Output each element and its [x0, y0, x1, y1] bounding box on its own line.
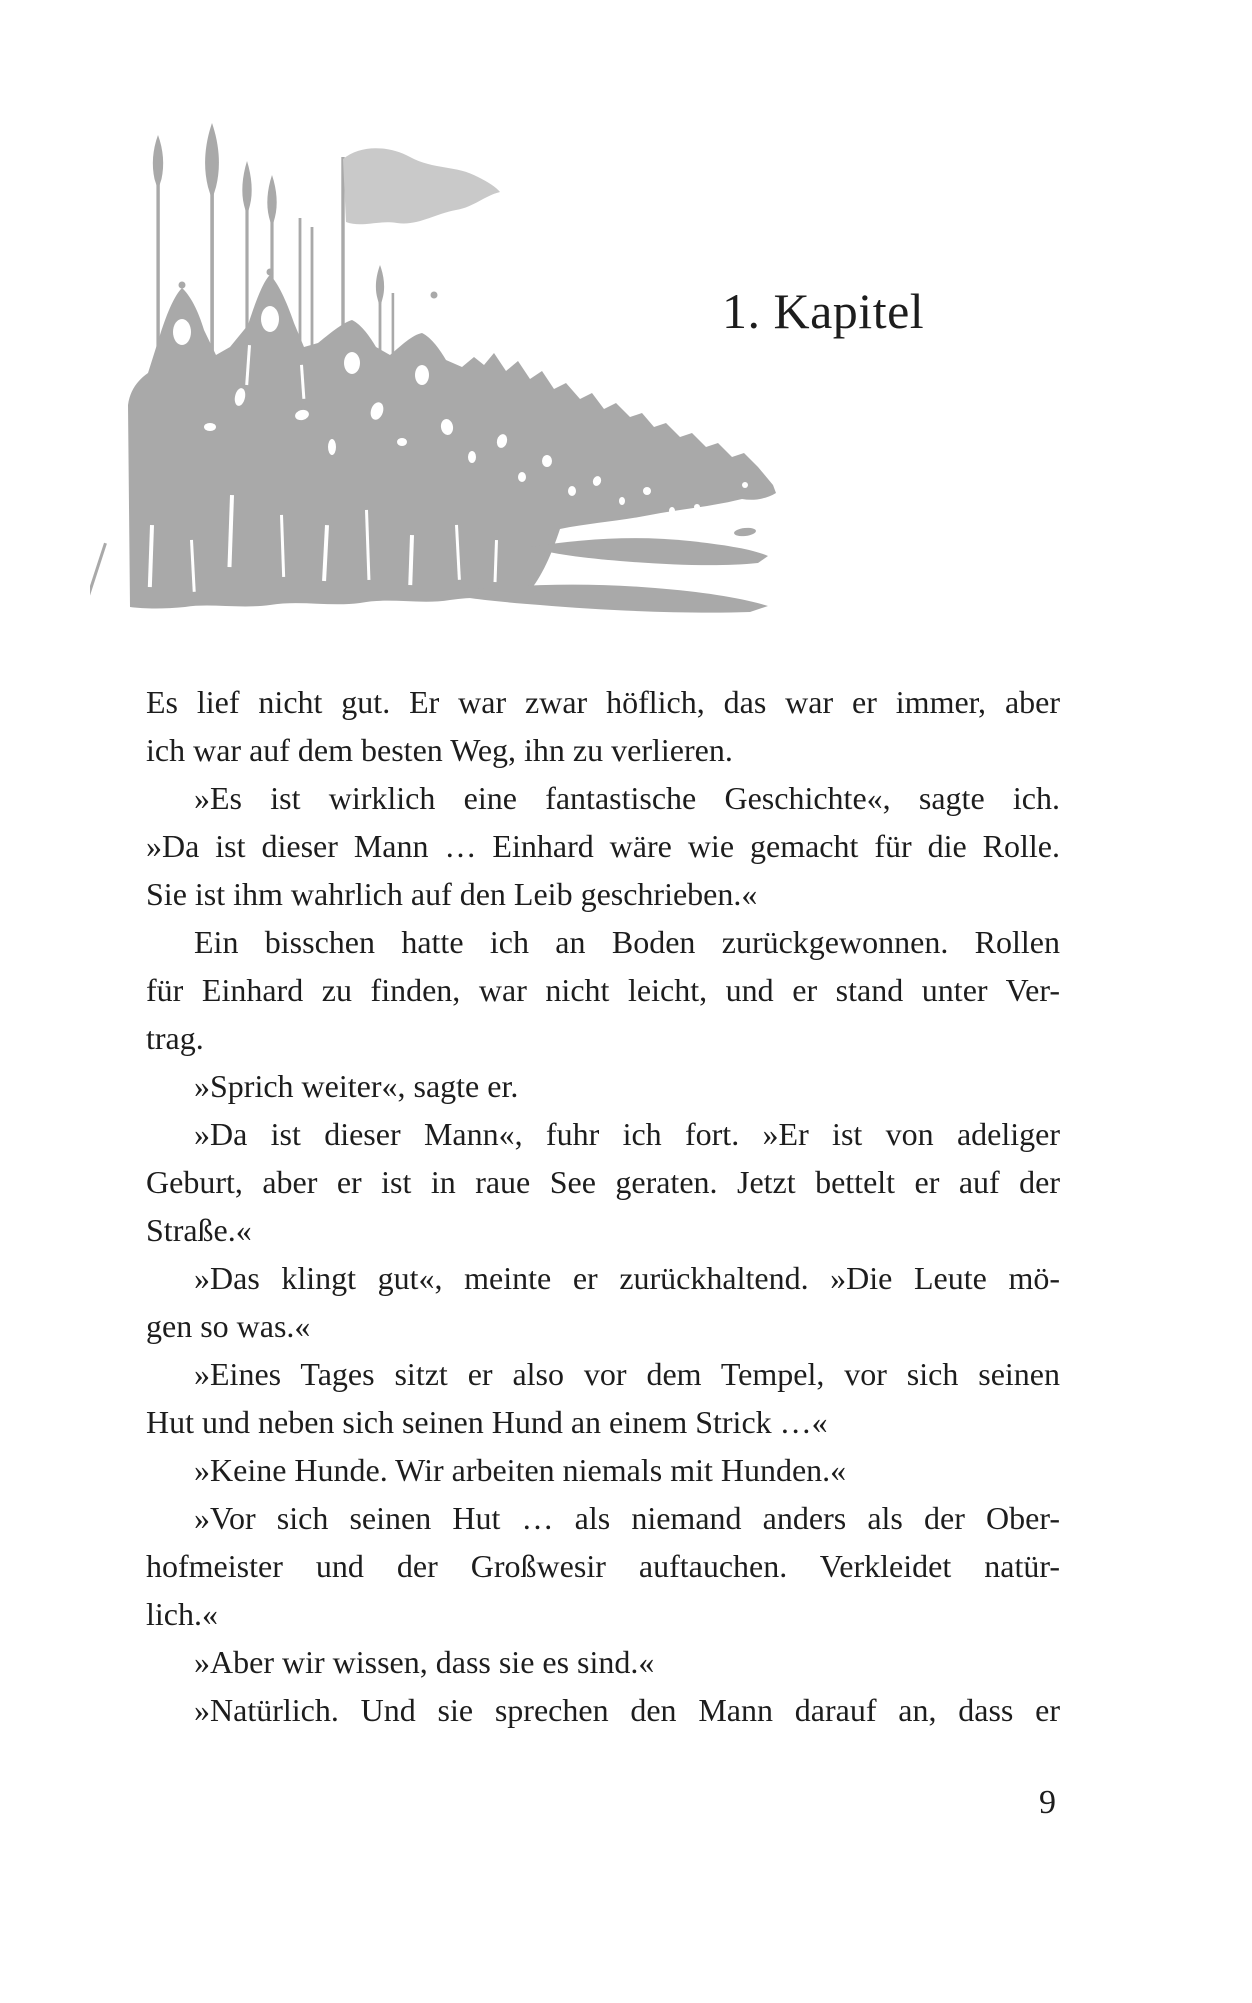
text-line: Sie ist ihm wahrlich auf den Leib geschrieben.«	[146, 876, 758, 912]
text-line: »Da ist dieser Mann … Einhard wäre wie gemacht für die Rolle.	[146, 828, 1060, 864]
text-line: hofmeister und der Großwesir auftauchen. Verkleidet natür-	[146, 1548, 1060, 1584]
text-line: Straße.«	[146, 1212, 252, 1248]
text-line: Es lief nicht gut. Er war zwar höflich, das war er immer, aber	[146, 684, 1060, 720]
text-line: »Natürlich. Und sie sprechen den Mann darauf an, dass er	[194, 1692, 1060, 1728]
text-line: »Eines Tages sitzt er also vor dem Tempel, vor sich seinen	[194, 1356, 1060, 1392]
text-line: lich.«	[146, 1596, 218, 1632]
body-text	[146, 678, 1060, 1734]
text-line: »Da ist dieser Mann«, fuhr ich fort. »Er ist von adeliger	[194, 1116, 1060, 1152]
text-line: trag.	[146, 1020, 204, 1056]
text-line: »Es ist wirklich eine fantastische Geschichte«, sagte ich.	[194, 780, 1060, 816]
army-with-spears-illustration	[90, 95, 790, 630]
text-line: »Das klingt gut«, meinte er zurückhaltend. »Die Leute mö-	[194, 1260, 1060, 1296]
text-line: »Vor sich seinen Hut … als niemand anders als der Ober-	[194, 1500, 1060, 1536]
text-line: ich war auf dem besten Weg, ihn zu verlieren.	[146, 732, 733, 768]
text-line: »Keine Hunde. Wir arbeiten niemals mit Hunden.«	[194, 1452, 847, 1488]
text-line: »Sprich weiter«, sagte er.	[194, 1068, 519, 1104]
text-line: gen so was.«	[146, 1308, 311, 1344]
chapter-heading: 1. Kapitel	[722, 283, 925, 339]
text-line: Geburt, aber er ist in raue See geraten. Jetzt bettelt er auf der	[146, 1164, 1060, 1200]
text-line: für Einhard zu finden, war nicht leicht, und er stand unter Ver-	[146, 972, 1060, 1008]
page-number: 9	[1039, 1784, 1056, 1821]
text-line: Hut und neben sich seinen Hund an einem Strick …«	[146, 1404, 828, 1440]
text-line: Ein bisschen hatte ich an Boden zurückgewonnen. Rollen	[194, 924, 1060, 960]
text-line: »Aber wir wissen, dass sie es sind.«	[194, 1644, 655, 1680]
